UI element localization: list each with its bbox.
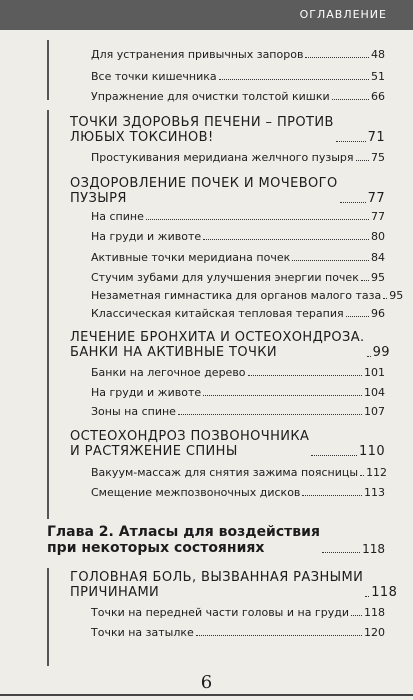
- toc-leader-dots: [336, 141, 366, 142]
- toc-section-entry[interactable]: [70, 176, 385, 206]
- toc-leader-dots: [203, 395, 362, 396]
- toc-leader-dots: [196, 635, 362, 636]
- toc-section-entry[interactable]: [70, 570, 398, 600]
- toc-entry[interactable]: [91, 626, 385, 639]
- toc-entry-page: 48: [371, 48, 385, 61]
- toc-entry-title: Для устранения привычных запоров: [91, 48, 304, 61]
- toc-section-title: ОСТЕОХОНДРОЗ ПОЗВОНОЧНИКА И РАСТЯЖЕНИЕ СПИНЫ: [70, 429, 310, 459]
- toc-entry-page: 95: [371, 271, 385, 284]
- toc-entry-page: 101: [364, 366, 385, 379]
- toc-entry[interactable]: [91, 307, 385, 320]
- toc-entry-page: 77: [371, 210, 385, 223]
- toc-section-title: ГОЛОВНАЯ БОЛЬ, ВЫЗВАННАЯ РАЗНЫМИ ПРИЧИНАМИ: [70, 570, 364, 600]
- toc-entry-page: 96: [371, 307, 385, 320]
- toc-entry-title: Точки на передней части головы и на груди: [91, 606, 349, 619]
- toc-entry-page: 80: [371, 230, 385, 243]
- toc-entry-title: Упражнение для очистки толстой кишки: [91, 90, 330, 103]
- section-divider-line: [47, 568, 49, 666]
- toc-entry-title: Простукивания меридиана желчного пузыря: [91, 151, 354, 164]
- toc-entry-title: На груди и животе: [91, 230, 202, 243]
- toc-entry[interactable]: [91, 230, 385, 243]
- toc-entry[interactable]: [91, 90, 385, 103]
- toc-entry[interactable]: [91, 70, 385, 83]
- section-divider-line: [47, 40, 49, 100]
- toc-leader-dots: [203, 239, 369, 240]
- toc-entry-page: 118: [364, 606, 385, 619]
- toc-entry-page: 118: [362, 542, 385, 556]
- page-header: [0, 0, 413, 30]
- toc-entry-page: 118: [371, 585, 398, 600]
- toc-entry[interactable]: [91, 466, 388, 479]
- toc-entry-title: Точки на затылке: [91, 626, 194, 639]
- toc-entry-title: Банки на легочное дерево: [91, 366, 246, 379]
- toc-entry[interactable]: [91, 289, 404, 302]
- toc-entry-page: 66: [371, 90, 385, 103]
- footer-rule: [0, 694, 413, 696]
- toc-entry-title: Вакуум-массаж для снятия зажима поясницы: [91, 466, 359, 479]
- toc-chapter-entry[interactable]: [47, 524, 385, 556]
- toc-entry[interactable]: [91, 386, 385, 399]
- page-number: 6: [200, 672, 213, 693]
- toc-entry[interactable]: [91, 486, 385, 499]
- toc-leader-dots: [146, 219, 369, 220]
- toc-entry-title: На груди и животе: [91, 386, 202, 399]
- toc-leader-dots: [332, 99, 369, 100]
- section-divider-line: [47, 110, 49, 519]
- toc-entry-page: 77: [367, 191, 385, 206]
- toc-leader-dots: [356, 160, 369, 161]
- header-title: ОГЛАВЛЕНИЕ: [299, 8, 387, 21]
- toc-entry[interactable]: [91, 606, 385, 619]
- toc-entry-title: Незаметная гимнастика для органов малого таза: [91, 289, 382, 302]
- toc-entry-page: 104: [364, 386, 385, 399]
- toc-leader-dots: [346, 316, 369, 317]
- toc-entry-page: 75: [371, 151, 385, 164]
- toc-leader-dots: [340, 202, 366, 203]
- toc-section-entry[interactable]: [70, 115, 385, 145]
- toc-entry-page: 51: [371, 70, 385, 83]
- toc-entry-page: 95: [389, 289, 404, 302]
- toc-entry-page: 107: [364, 405, 385, 418]
- toc-entry-title: Зоны на спине: [91, 405, 176, 418]
- toc-entry-title: Классическая китайская тепловая терапия: [91, 307, 344, 320]
- toc-entry-title: Активные точки меридиана почек: [91, 251, 291, 264]
- toc-leader-dots: [292, 260, 369, 261]
- toc-entry-page: 112: [366, 466, 388, 479]
- toc-section-title: ТОЧКИ ЗДОРОВЬЯ ПЕЧЕНИ – ПРОТИВ ЛЮБЫХ ТОКСИНОВ!: [70, 115, 334, 145]
- toc-leader-dots: [367, 356, 371, 357]
- toc-leader-dots: [311, 455, 357, 456]
- toc-entry-title: Смещение межпозвоночных дисков: [91, 486, 301, 499]
- toc-entry-page: 120: [364, 626, 385, 639]
- toc-section-title: ОЗДОРОВЛЕНИЕ ПОЧЕК И МОЧЕВОГО ПУЗЫРЯ: [70, 176, 338, 206]
- toc-section-entry[interactable]: [70, 330, 390, 360]
- toc-leader-dots: [361, 280, 369, 281]
- toc-entry-title: На спине: [91, 210, 144, 223]
- toc-entry-page: 84: [371, 251, 385, 264]
- toc-leader-dots: [219, 79, 369, 80]
- toc-leader-dots: [383, 298, 387, 299]
- toc-leader-dots: [178, 414, 362, 415]
- toc-entry-title: Все точки кишечника: [91, 70, 217, 83]
- toc-entry[interactable]: [91, 271, 385, 284]
- toc-entry[interactable]: [91, 48, 385, 61]
- toc-entry-page: 99: [372, 345, 390, 360]
- toc-leader-dots: [302, 495, 362, 496]
- toc-leader-dots: [248, 375, 362, 376]
- toc-entry[interactable]: [91, 405, 385, 418]
- toc-leader-dots: [305, 57, 369, 58]
- toc-leader-dots: [351, 615, 362, 616]
- toc-leader-dots: [322, 552, 360, 553]
- toc-entry-page: 113: [364, 486, 385, 499]
- toc-leader-dots: [360, 475, 364, 476]
- toc-entry[interactable]: [91, 366, 385, 379]
- toc-chapter-title: Глава 2. Атласы для воздействия при некоторых состояниях: [47, 524, 320, 556]
- toc-entry[interactable]: [91, 210, 385, 223]
- toc-entry-title: Стучим зубами для улучшения энергии почек: [91, 271, 359, 284]
- toc-entry[interactable]: [91, 251, 385, 264]
- toc-section-entry[interactable]: [70, 429, 385, 459]
- toc-entry[interactable]: [91, 151, 385, 164]
- toc-section-title: ЛЕЧЕНИЕ БРОНХИТА И ОСТЕОХОНДРОЗА. БАНКИ НА АКТИВНЫЕ ТОЧКИ: [70, 330, 365, 360]
- toc-leader-dots: [365, 596, 369, 597]
- toc-entry-page: 71: [367, 130, 385, 145]
- toc-entry-page: 110: [358, 444, 385, 459]
